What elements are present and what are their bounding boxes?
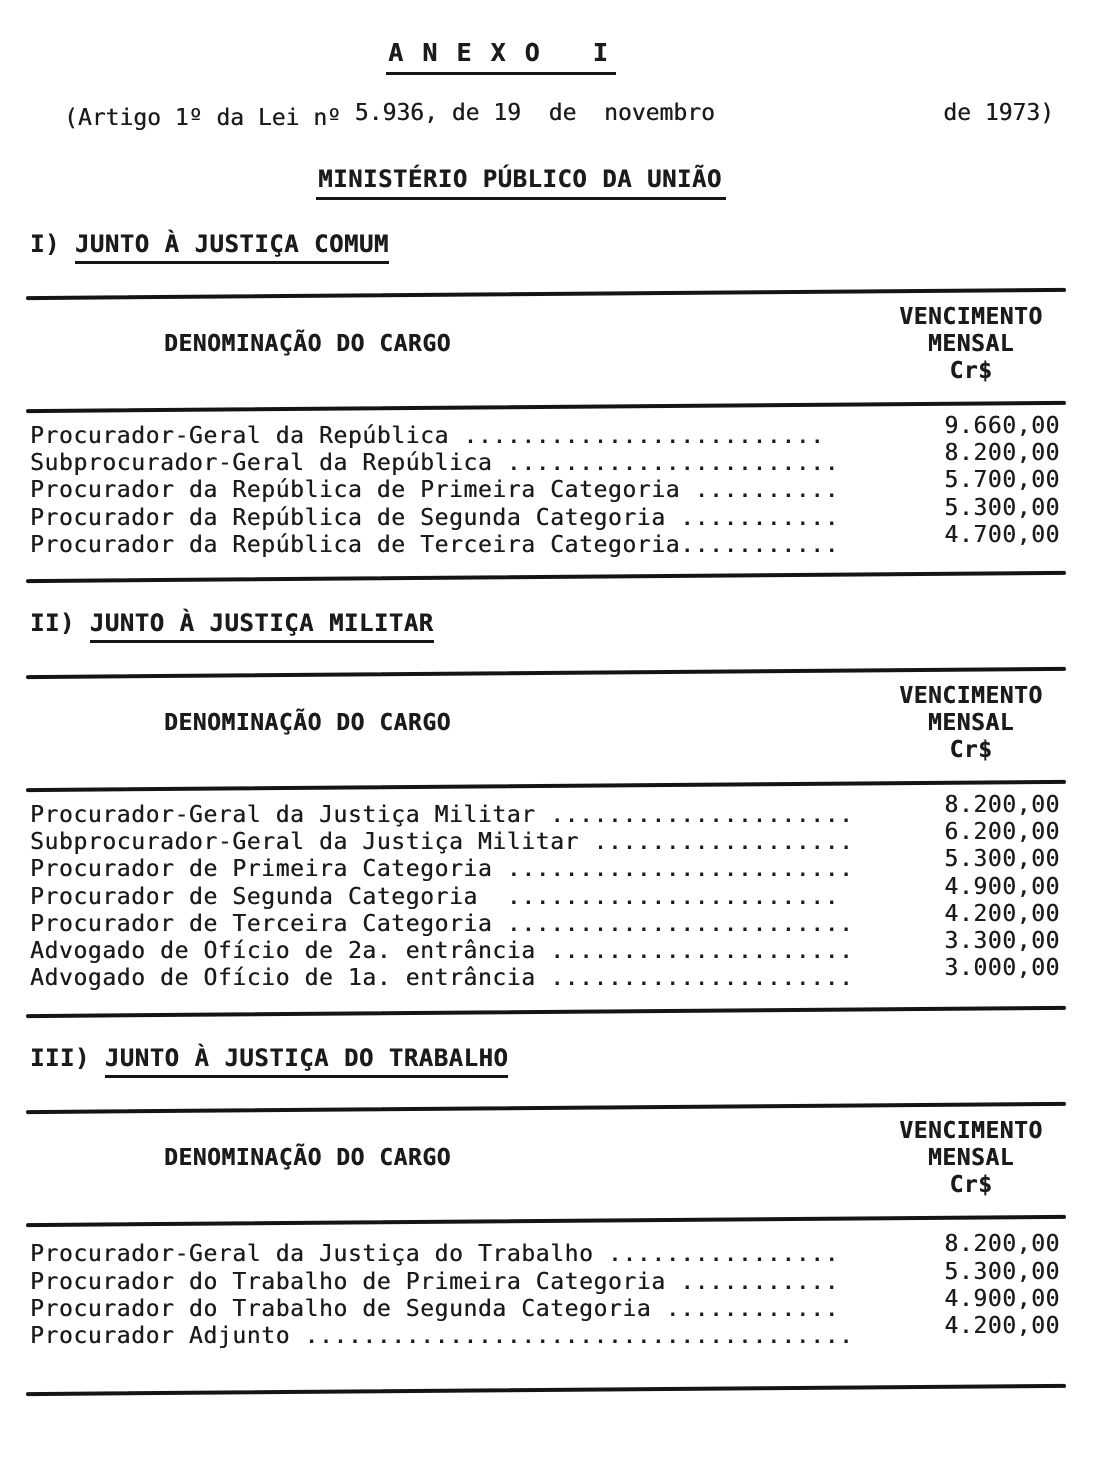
cargo-label: Subprocurador-Geral da Justiça Militar ..................	[30, 829, 854, 856]
currency-line: Cr$	[949, 1172, 993, 1199]
cargo-label: Procurador Adjunto ......................................	[30, 1323, 854, 1350]
column-header-vencimento	[876, 1118, 1066, 1199]
salary-value: 4.900,00	[944, 873, 1060, 900]
salary-value: 3.300,00	[944, 928, 1060, 955]
mensal-line: MENSAL	[927, 331, 1015, 357]
dot-leader: .........................	[463, 423, 825, 449]
cargo-label: Procurador do Trabalho de Segunda Categoria ............	[30, 1295, 840, 1322]
dot-leader: .......................	[506, 450, 840, 477]
section-heading	[26, 230, 1066, 258]
dot-leader: ...........	[680, 504, 840, 531]
salary-table-comum	[26, 292, 1066, 579]
section-justica-trabalho	[26, 1044, 1066, 1392]
salary-value: 4.700,00	[944, 521, 1060, 548]
subtitle	[26, 100, 1066, 131]
cargo-label: Procurador de Segunda Categoria .......................	[30, 883, 840, 910]
table-body	[26, 409, 1066, 575]
dot-leader: ........................	[506, 856, 854, 883]
vencimento-line: VENCIMENTO	[899, 683, 1043, 710]
cargo-label: Advogado de Ofício de 2a. entrância .....................	[30, 938, 854, 965]
cargo-label: Subprocurador-Geral da República .......................	[30, 450, 840, 477]
section-title: JUNTO À JUSTIÇA COMUM	[75, 230, 389, 264]
salary-value: 8.200,00	[944, 792, 1060, 819]
section-heading	[26, 609, 1066, 637]
salary-value: 6.200,00	[944, 819, 1060, 846]
dot-leader: ...........	[680, 1268, 840, 1295]
salary-value: 4.200,00	[944, 1313, 1060, 1340]
section-number: II)	[30, 609, 90, 638]
ministry-heading: MINISTÉRIO PÚBLICO DA UNIÃO	[316, 165, 726, 200]
cargo-label: Procurador da República de Terceira Categoria...........	[30, 531, 840, 558]
vencimento-line: VENCIMENTO	[899, 1118, 1043, 1145]
section-heading	[26, 1044, 1066, 1072]
table-header	[26, 296, 1066, 405]
column-header-cargo: DENOMINAÇÃO DO CARGO	[164, 331, 451, 357]
currency-line: Cr$	[949, 737, 993, 764]
salary-value: 5.700,00	[944, 467, 1060, 494]
subtitle-left: (Artigo 1º da Lei nº	[64, 105, 355, 131]
table-header	[26, 675, 1066, 784]
table-body	[26, 1223, 1066, 1388]
dot-leader: .......................	[506, 883, 840, 910]
salary-value: 8.200,00	[944, 440, 1060, 467]
currency-line: Cr$	[949, 358, 993, 384]
title-block	[26, 38, 1066, 75]
subtitle-law-number: 5.936, de 19 de novembro	[354, 100, 715, 126]
subtitle-year: de 1973)	[943, 100, 1054, 126]
salary-value: 8.200,00	[944, 1231, 1060, 1258]
section-title: JUNTO À JUSTIÇA DO TRABALHO	[105, 1044, 509, 1078]
cargo-label: Procurador da República de Segunda Categoria ...........	[30, 504, 840, 531]
table-row	[26, 955, 1066, 992]
section-justica-militar	[26, 609, 1066, 1014]
section-number: III)	[30, 1044, 105, 1073]
dot-leader: .....................	[550, 802, 854, 829]
section-number: I)	[30, 230, 75, 258]
salary-value: 3.000,00	[944, 955, 1060, 982]
dot-leader: ...........	[680, 531, 840, 558]
section-justica-comum	[26, 230, 1066, 579]
salary-value: 9.660,00	[944, 413, 1060, 439]
column-header-vencimento	[876, 683, 1066, 764]
salary-value: 5.300,00	[944, 846, 1060, 873]
table-header	[26, 1110, 1066, 1219]
table-body	[26, 788, 1066, 1010]
salary-value: 4.900,00	[944, 1285, 1060, 1312]
salary-table-trabalho	[26, 1106, 1066, 1392]
section-title: JUNTO À JUSTIÇA MILITAR	[90, 609, 434, 643]
salary-value: 4.200,00	[944, 900, 1060, 927]
mensal-line: MENSAL	[927, 1145, 1015, 1172]
dot-leader: ................	[607, 1241, 840, 1268]
salary-table-militar	[26, 671, 1066, 1014]
salary-value: 5.300,00	[944, 494, 1060, 521]
column-header-cargo: DENOMINAÇÃO DO CARGO	[164, 710, 451, 737]
table-row	[26, 1313, 1066, 1350]
cargo-label: Procurador do Trabalho de Primeira Categoria ...........	[30, 1268, 840, 1295]
page-title: A N E X O I	[386, 38, 616, 75]
dot-leader: ..........	[694, 477, 840, 504]
dot-leader: ............	[665, 1295, 840, 1322]
ministry-block	[26, 165, 1066, 200]
column-header-cargo: DENOMINAÇÃO DO CARGO	[164, 1145, 451, 1172]
salary-value: 5.300,00	[944, 1258, 1060, 1285]
mensal-line: MENSAL	[927, 710, 1015, 737]
dot-leader: .....................	[550, 965, 854, 992]
cargo-label: Procurador-Geral da Justiça Militar .....................	[30, 802, 854, 829]
cargo-label: Procurador-Geral da República .........................	[30, 423, 825, 449]
cargo-label: Procurador da República de Primeira Categoria ..........	[30, 477, 840, 504]
dot-leader: .....................	[550, 938, 854, 965]
vencimento-line: VENCIMENTO	[899, 304, 1043, 330]
cargo-label: Procurador de Primeira Categoria ........................	[30, 856, 854, 883]
cargo-label: Advogado de Ofício de 1a. entrância .....................	[30, 965, 854, 992]
dot-leader: ..................	[593, 829, 854, 856]
cargo-label: Procurador-Geral da Justiça do Trabalho ................	[30, 1241, 840, 1268]
dot-leader: ........................	[506, 910, 854, 937]
dot-leader: ......................................	[304, 1323, 854, 1350]
cargo-label: Procurador de Terceira Categoria ........................	[30, 910, 854, 937]
table-row	[26, 521, 1066, 559]
column-header-vencimento	[876, 304, 1066, 385]
